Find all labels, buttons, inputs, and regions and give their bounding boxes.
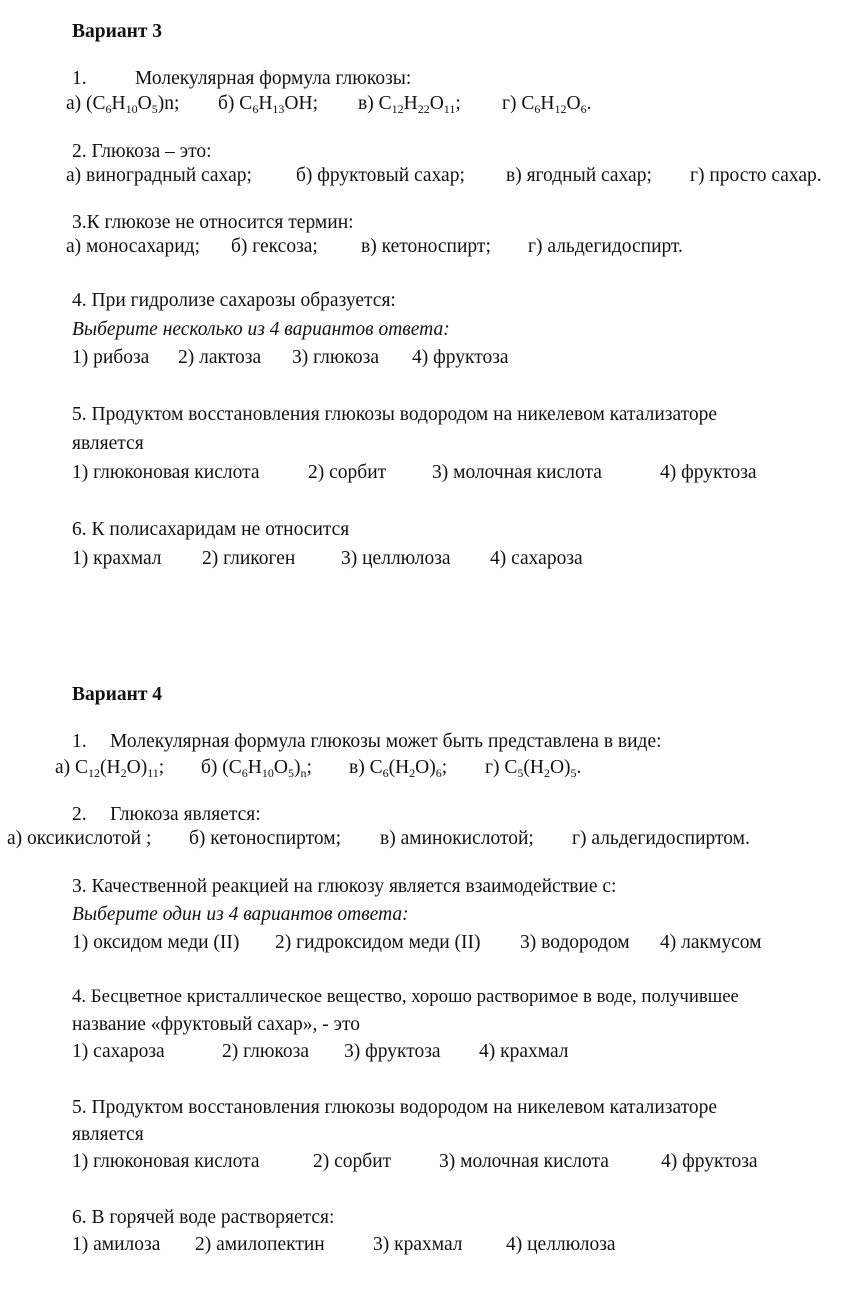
v3-q5-text-line1: 5. Продуктом восстановления глюкозы водородом на никелевом катализаторе (72, 404, 718, 425)
v4-q3-hint: Выберите один из 4 вариантов ответа: (72, 904, 409, 925)
v3-q6-text: 6. К полисахаридам не относится (72, 519, 350, 540)
v3-q2-option-c: в) ягодный сахар; (506, 165, 652, 186)
v3-q2-text: 2. Глюкоза – это: (72, 141, 212, 162)
v4-q2-options (7, 827, 750, 851)
v4-q3-text: 3. Качественной реакцией на глюкозу является взаимодействие с: (72, 876, 617, 897)
v4-q1-text: Молекулярная формула глюкозы может быть представлена в виде: (110, 731, 662, 752)
v4-q4-text-line1: 4. Бесцветное кристаллическое вещество, хорошо растворимое в воде, получившее (72, 986, 739, 1007)
v3-q4-option-3: 3) глюкоза (292, 347, 380, 368)
v4-q4-text-line2: название «фруктовый сахар», - это (72, 1014, 360, 1035)
variant-4-title: Вариант 4 (72, 684, 163, 705)
v4-q1-options (55, 756, 581, 780)
v4-q6-options (72, 1233, 616, 1257)
v4-q5-options (72, 1150, 758, 1174)
v4-q4-option-3: 3) фруктоза (344, 1041, 441, 1062)
v3-q6-option-3: 3) целлюлоза (341, 548, 451, 569)
v4-q5-option-1: 1) глюконовая кислота (72, 1151, 260, 1172)
v4-q6-option-3: 3) крахмал (373, 1234, 463, 1255)
v3-q2-options (66, 164, 822, 188)
v4-q1-number: 1. (72, 731, 87, 752)
v3-q1-text: Молекулярная формула глюкозы: (135, 68, 412, 89)
v3-q1-number: 1. (72, 68, 87, 89)
v3-q5-option-4: 4) фруктоза (660, 462, 757, 483)
v3-q4-hint: Выберите несколько из 4 вариантов ответа: (72, 319, 450, 340)
v3-q1-options (66, 92, 591, 116)
v4-q6-option-2: 2) амилопектин (195, 1234, 325, 1255)
v4-q4-option-4: 4) крахмал (479, 1041, 569, 1062)
v4-q2-text: Глюкоза является: (110, 804, 261, 825)
v3-q3-option-a: а) моносахарид; (66, 236, 201, 257)
v3-q5-option-3: 3) молочная кислота (432, 462, 602, 483)
v3-q5-options (72, 461, 757, 485)
v3-q6-option-4: 4) сахароза (490, 548, 583, 569)
v4-q2-option-b: б) кетоноспиртом; (189, 828, 342, 849)
v3-q3-text: 3.К глюкозе не относится термин: (72, 212, 354, 233)
v4-q6-option-4: 4) целлюлоза (506, 1234, 616, 1255)
v3-q2-option-d: г) просто сахар. (690, 165, 822, 186)
v3-q4-option-1: 1) рибоза (72, 347, 150, 368)
v4-q2-option-c: в) аминокислотой; (380, 828, 534, 849)
v3-q3-options (66, 235, 683, 259)
v4-q4-option-2: 2) глюкоза (222, 1041, 310, 1062)
v4-q2-number: 2. (72, 804, 87, 825)
v3-q6-option-2: 2) гликоген (202, 548, 296, 569)
v3-q1-option-d: г) $C_6H_{12}O_6$. (502, 93, 592, 116)
v4-q3-option-3: 3) водородом (520, 932, 630, 953)
v4-q3-options (72, 931, 761, 955)
v3-q1-option-b: б) $C_6H_{13}OH$; (218, 93, 318, 116)
v4-q5-option-3: 3) молочная кислота (439, 1151, 609, 1172)
variant-3-title: Вариант 3 (72, 21, 163, 42)
v3-q4-options (72, 346, 509, 370)
v3-q5-option-2: 2) сорбит (308, 462, 387, 483)
v4-q2-option-a: а) оксикислотой ; (7, 828, 152, 849)
v4-q5-text-line1: 5. Продуктом восстановления глюкозы водородом на никелевом катализаторе (72, 1097, 718, 1118)
v4-q1-option-b: б) $(C_6H_{10}O_5)_n$; (201, 757, 312, 780)
v4-q4-options (72, 1040, 569, 1064)
v3-q5-text-line2: является (72, 433, 144, 454)
v3-q3-option-c: в) кетоноспирт; (361, 236, 491, 257)
v3-q4-option-4: 4) фруктоза (412, 347, 509, 368)
v4-q5-option-2: 2) сорбит (313, 1151, 392, 1172)
v4-q6-text: 6. В горячей воде растворяется: (72, 1207, 335, 1228)
v3-q2-option-a: а) виноградный сахар; (66, 165, 252, 186)
v4-q3-option-2: 2) гидроксидом меди (II) (275, 932, 481, 953)
v4-q1-option-d: г) $C_5(H_2O)_5$. (485, 757, 582, 780)
v3-q3-option-b: б) гексоза; (231, 236, 318, 257)
v4-q5-option-4: 4) фруктоза (661, 1151, 758, 1172)
v3-q2-option-b: б) фруктовый сахар; (296, 165, 465, 186)
v3-q4-text: 4. При гидролизе сахарозы образуется: (72, 290, 396, 311)
v4-q5-text-line2: является (72, 1124, 144, 1145)
v4-q4-option-1: 1) сахароза (72, 1041, 165, 1062)
v4-q1-option-a: а) $C_{12}(H_2O)_{11}$; (55, 757, 165, 780)
v3-q1-option-c: в) $C_{12}H_{22}O_{11}$; (358, 93, 461, 116)
v3-q3-option-d: г) альдегидоспирт. (528, 236, 683, 257)
v4-q3-option-1: 1) оксидом меди (II) (72, 932, 240, 953)
v4-q2-option-d: г) альдегидоспиртом. (572, 828, 750, 849)
v4-q1-option-c: в) $C_6(H_2O)_6$; (349, 757, 448, 780)
v3-q6-options (72, 547, 583, 571)
v3-q4-option-2: 2) лактоза (178, 347, 262, 368)
v4-q6-option-1: 1) амилоза (72, 1234, 161, 1255)
v3-q1-option-a: а) $(C_6H_{10}O_5)n$; (66, 93, 180, 116)
v3-q5-option-1: 1) глюконовая кислота (72, 462, 260, 483)
v3-q6-option-1: 1) крахмал (72, 548, 162, 569)
v4-q3-option-4: 4) лакмусом (660, 932, 762, 953)
